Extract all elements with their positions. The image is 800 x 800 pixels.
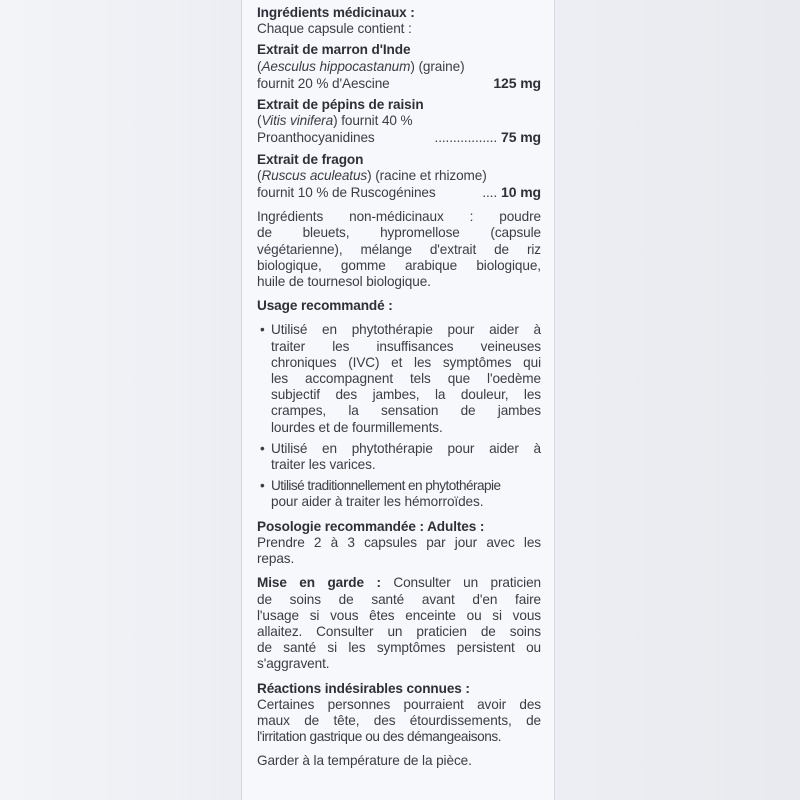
ingredient-dose: 10 mg: [501, 184, 541, 201]
usage-heading: Usage recommandé :: [257, 298, 393, 314]
text-line: de soins de santé avant d'en faire: [257, 591, 541, 607]
text-line: traiter les varices.: [271, 457, 376, 473]
warning-first-line: [257, 575, 541, 591]
dose-leader: ....: [482, 185, 498, 201]
medicinal-intro: Chaque capsule contient :: [257, 21, 412, 37]
label-text-block: [257, 5, 541, 770]
ingredient-name: Extrait de fragon: [257, 151, 364, 167]
text-line: pour aider à traiter les hémorroïdes.: [271, 494, 484, 510]
ingredient-source: (Vitis vinifera) fournit 40 %: [257, 113, 413, 129]
ingredient-dose: 125 mg: [493, 74, 541, 91]
text-line: de santé si les symptômes persistent ou: [257, 640, 541, 656]
ingredient-grape-seed: [257, 97, 541, 147]
text-line: repas.: [257, 551, 295, 567]
background-left: [0, 0, 240, 800]
ingredient-part: (racine et rhizome): [371, 167, 487, 183]
medicinal-heading: Ingrédients médicinaux :: [257, 5, 415, 20]
dosage-section: [257, 519, 541, 568]
ingredient-dose-row: [257, 75, 541, 92]
bullet-mark: •: [260, 322, 265, 338]
text-line: crampes, la sensation de jambes: [271, 403, 541, 419]
text-line: l'usage si vous êtes enceinte ou si vous: [257, 607, 541, 623]
ingredient-dose-row: [257, 129, 541, 146]
product-label-panel: [241, 0, 555, 800]
ingredient-latin: Vitis vinifera: [261, 113, 334, 129]
text-line: de bleuets, hypromellose (capsule: [257, 225, 541, 241]
ingredient-latin: Ruscus aculeatus: [261, 167, 368, 183]
ingredient-compound: Proanthocyanidines: [257, 130, 375, 146]
warning-section: [257, 575, 541, 672]
text-line: Utilisé en phytothérapie pour aider à: [271, 440, 541, 456]
bullet-mark: •: [260, 478, 265, 494]
warning-heading: Mise en garde :: [257, 575, 381, 591]
background-right: [560, 0, 800, 800]
ingredient-source: (Aesculus hippocastanum) (graine): [257, 58, 465, 74]
ingredient-provides: fournit 10 % de Ruscogénines: [257, 185, 436, 201]
dose-leader: .................: [434, 130, 498, 146]
text-line: Utilisé traditionnellement en phytothérapie: [271, 478, 501, 494]
ingredient-latin: Aesculus hippocastanum: [261, 58, 411, 74]
text-line: Ingrédients non-médicinaux : poudre: [257, 209, 541, 225]
ingredient-name: Extrait de marron d'Inde: [257, 42, 411, 58]
usage-bullet-ivc: [257, 322, 541, 435]
ingredient-provides: fournit 20 % d'Aescine: [257, 75, 390, 91]
text-line: allaitez. Consulter un praticien de soins: [257, 623, 541, 639]
text-line: Utilisé en phytothérapie pour aider à: [271, 322, 541, 338]
text-line: huile de tournesol biologique.: [257, 274, 431, 290]
ingredient-source: (Ruscus aculeatus) (racine et rhizome): [257, 167, 487, 183]
usage-bullet-varices: [257, 441, 541, 473]
text-line: Consulter un praticien: [380, 575, 541, 591]
ingredient-butchers-broom: [257, 152, 541, 202]
ingredient-dose: 75 mg: [501, 129, 541, 146]
dosage-heading: Posologie recommandée : Adultes :: [257, 518, 485, 534]
text-line: Prendre 2 à 3 capsules par jour avec les: [257, 534, 541, 550]
reactions-section: [257, 681, 541, 746]
non-medicinal-ingredients: [257, 209, 541, 290]
text-line: les accompagnent tels que l'oedème: [271, 371, 541, 387]
usage-bullet-hemorrhoids: [257, 478, 541, 510]
text-line: Certaines personnes pourraient avoir des: [257, 696, 541, 712]
ingredient-provides: fournit 40 %: [337, 113, 413, 129]
text-line: maux de tête, des étourdissements, de: [257, 712, 541, 728]
text-line: végétarienne), mélange d'extrait de riz: [257, 241, 541, 257]
text-line: chroniques (IVC) et les symptômes qui: [271, 354, 541, 370]
text-line: lourdes et de fourmillements.: [271, 419, 443, 435]
ingredient-horse-chestnut: [257, 42, 541, 92]
text-line: traiter les insuffisances veineuses: [271, 338, 541, 354]
ingredient-dose-row: [257, 184, 541, 201]
storage-instruction: Garder à la température de la pièce.: [257, 753, 472, 769]
ingredient-name: Extrait de pépins de raisin: [257, 97, 424, 113]
text-line: subjectif des jambes, la douleur, les: [271, 387, 541, 403]
text-line: l'irritation gastrique ou des démangeaisons.: [257, 729, 502, 745]
bullet-mark: •: [260, 440, 265, 456]
reactions-heading: Réactions indésirables connues :: [257, 680, 470, 696]
ingredient-part: (graine): [414, 58, 465, 74]
text-line: biologique, gomme arabique biologique,: [257, 257, 541, 273]
text-line: s'aggravent.: [257, 656, 330, 672]
